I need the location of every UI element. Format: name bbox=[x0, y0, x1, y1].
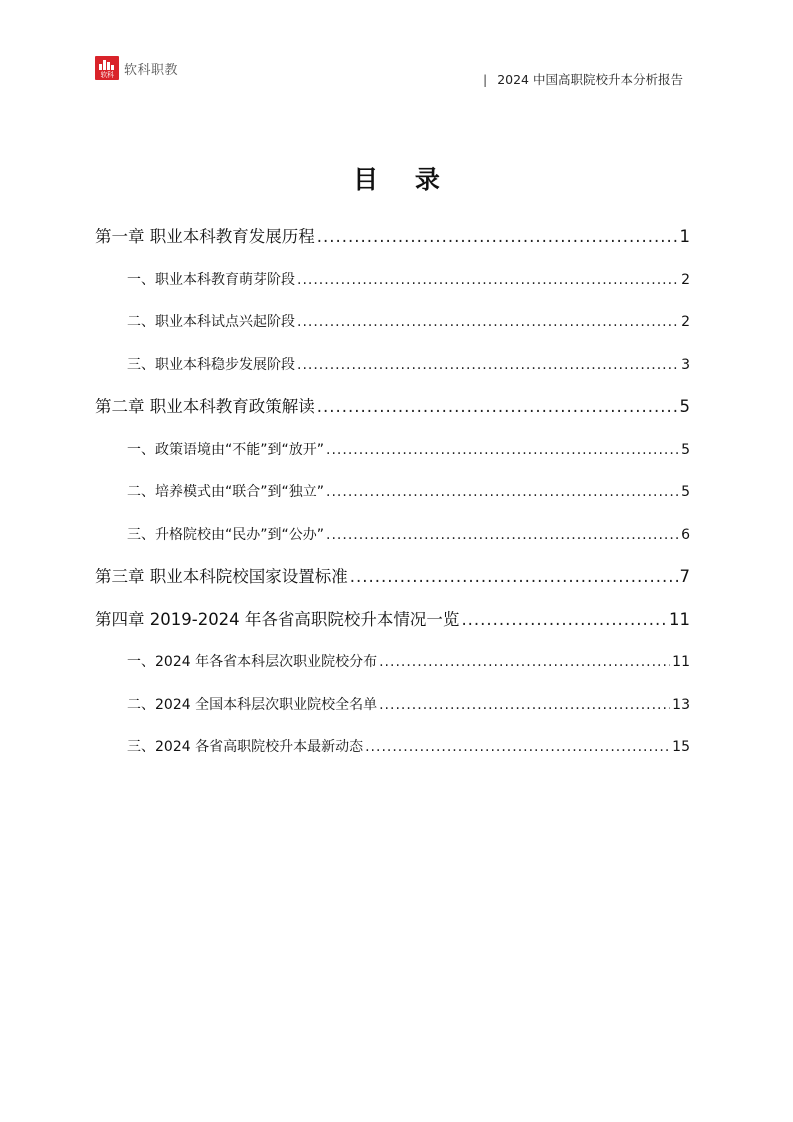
report-title-text: 2024 中国高职院校升本分析报告 bbox=[497, 72, 683, 87]
toc-dot-leader bbox=[317, 222, 678, 252]
toc-section-entry[interactable] bbox=[95, 435, 690, 478]
toc-section-entry[interactable] bbox=[95, 732, 690, 775]
toc-page-number: 2 bbox=[681, 314, 690, 330]
toc-section-entry[interactable] bbox=[95, 350, 690, 393]
brand-logo bbox=[95, 56, 178, 80]
toc-dot-leader bbox=[297, 350, 679, 380]
toc-dot-leader bbox=[317, 392, 678, 422]
toc-entry-label: 第二章 职业本科教育政策解读 bbox=[95, 397, 315, 416]
toc-dot-leader bbox=[350, 562, 678, 592]
toc-page-number: 11 bbox=[672, 654, 690, 670]
toc-page-number: 3 bbox=[681, 356, 690, 373]
toc-page-number: 7 bbox=[679, 567, 690, 586]
toc-entry-label: 第一章 职业本科教育发展历程 bbox=[95, 227, 315, 246]
toc-entry-label: 第四章 2019-2024 年各省高职院校升本情况一览 bbox=[95, 609, 460, 629]
header-separator: | bbox=[482, 72, 488, 87]
toc-page-number: 11 bbox=[669, 609, 690, 629]
toc-chapter-entry[interactable] bbox=[95, 222, 690, 265]
report-title bbox=[483, 70, 683, 88]
toc-page-number: 15 bbox=[672, 739, 690, 755]
logo-mark-icon bbox=[95, 56, 119, 80]
toc-entry-label: 一、政策语境由“不能”到“放开” bbox=[127, 441, 325, 458]
toc-section-entry[interactable] bbox=[95, 690, 690, 733]
toc-entry-label: 一、职业本科教育萌芽阶段 bbox=[127, 271, 295, 288]
toc-entry-label: 三、职业本科稳步发展阶段 bbox=[127, 356, 295, 373]
toc-page-number: 2 bbox=[681, 271, 690, 288]
logo-text: 软科职教 bbox=[124, 62, 179, 78]
toc-dot-leader bbox=[326, 520, 679, 550]
toc-dot-leader bbox=[365, 732, 670, 762]
toc-page-number: 5 bbox=[681, 484, 690, 500]
toc-chapter-entry[interactable] bbox=[95, 605, 690, 648]
toc-dot-leader bbox=[297, 265, 679, 295]
toc-section-entry[interactable] bbox=[95, 477, 690, 520]
toc-page-number: 5 bbox=[681, 441, 690, 458]
toc-section-entry[interactable] bbox=[95, 520, 690, 563]
toc-page-number: 5 bbox=[679, 397, 690, 416]
toc-entry-label: 二、2024 全国本科层次职业院校全名单 bbox=[127, 696, 378, 713]
toc-entry-label: 三、2024 各省高职院校升本最新动态 bbox=[127, 739, 364, 755]
toc-page-number: 6 bbox=[681, 526, 690, 543]
toc-section-entry[interactable] bbox=[95, 647, 690, 690]
toc-section-entry[interactable] bbox=[95, 307, 690, 350]
toc-title: 目 录 bbox=[353, 165, 454, 194]
toc-dot-leader bbox=[326, 477, 679, 507]
toc-dot-leader bbox=[379, 690, 670, 720]
toc-chapter-entry[interactable] bbox=[95, 562, 690, 605]
logo-mark-text: 软科 bbox=[100, 71, 114, 79]
toc-page-number: 13 bbox=[672, 696, 690, 713]
toc-entry-label: 二、职业本科试点兴起阶段 bbox=[127, 314, 295, 330]
table-of-contents bbox=[95, 222, 690, 775]
toc-dot-leader bbox=[379, 647, 670, 677]
toc-dot-leader bbox=[297, 307, 679, 337]
toc-entry-label: 一、2024 年各省本科层次职业院校分布 bbox=[127, 654, 378, 670]
toc-entry-label: 三、升格院校由“民办”到“公办” bbox=[127, 526, 325, 543]
toc-section-entry[interactable] bbox=[95, 265, 690, 308]
toc-dot-leader bbox=[326, 435, 679, 465]
toc-entry-label: 二、培养模式由“联合”到“独立” bbox=[127, 484, 325, 500]
toc-page-number: 1 bbox=[679, 227, 690, 246]
toc-entry-label: 第三章 职业本科院校国家设置标准 bbox=[95, 567, 348, 586]
toc-chapter-entry[interactable] bbox=[95, 392, 690, 435]
toc-dot-leader bbox=[461, 605, 667, 635]
